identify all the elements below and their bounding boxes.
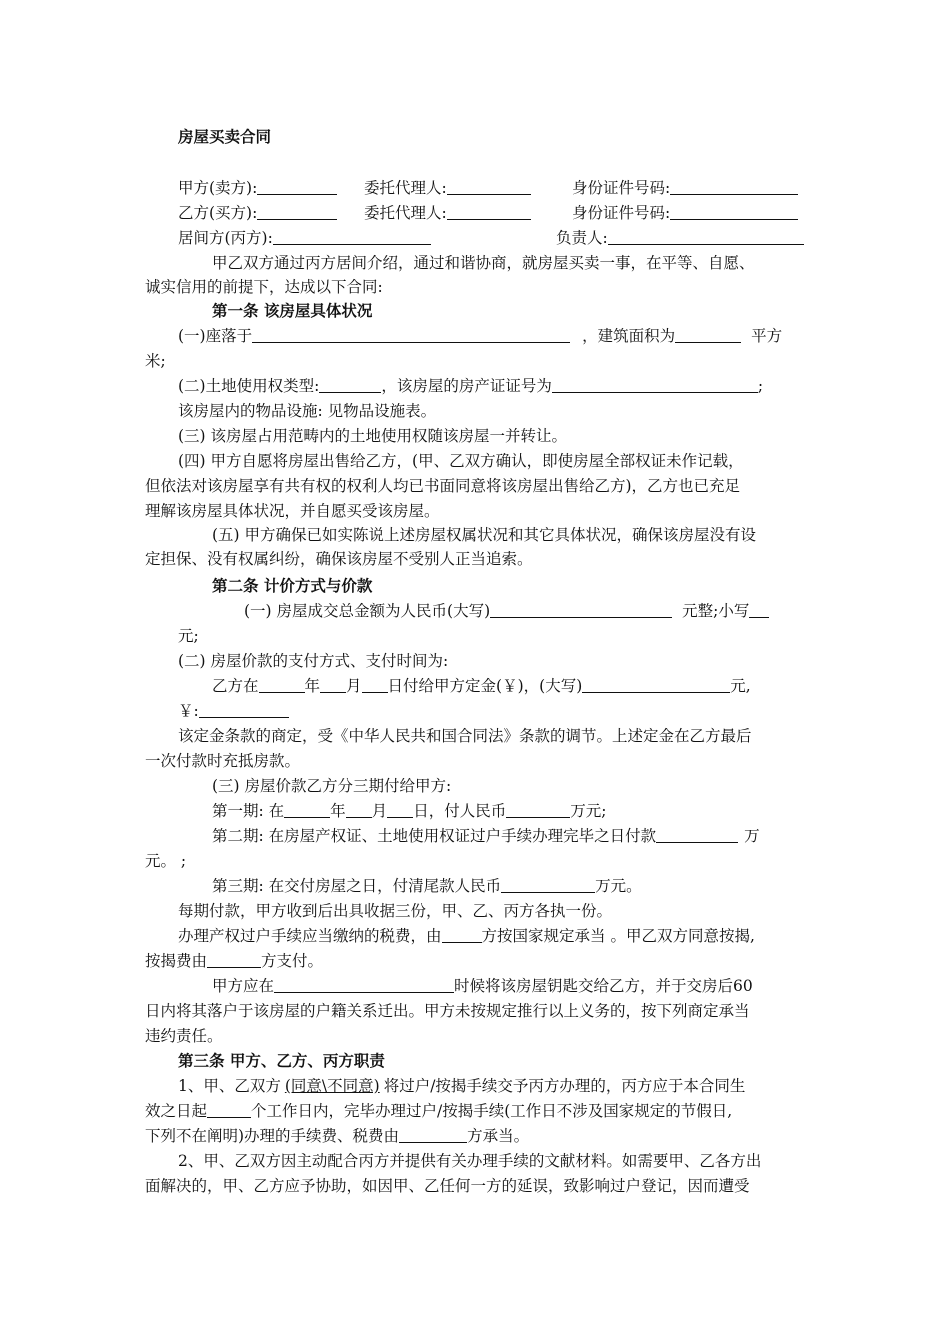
text: 方承当。 bbox=[467, 1127, 530, 1145]
art3-c1-line bbox=[178, 1076, 745, 1096]
art2-stage2 bbox=[212, 826, 760, 846]
land-type-blank[interactable] bbox=[319, 376, 381, 393]
broker-label: 居间方(丙方): bbox=[178, 229, 273, 247]
id2-line bbox=[572, 203, 798, 223]
text: 按揭费由 bbox=[145, 952, 208, 970]
text: 时候将该房屋钥匙交给乙方，并于交房后60 bbox=[454, 977, 753, 995]
text: (一)座落于 bbox=[178, 327, 253, 345]
stage1-month-blank[interactable] bbox=[346, 801, 372, 818]
art2-deposit-line bbox=[212, 676, 751, 696]
buyer-line bbox=[178, 203, 337, 223]
art2-price-line bbox=[244, 601, 769, 621]
art2-key-cont: 日内将其落户于该房屋的户籍关系迁出。甲方未按规定推行以上义务的，按下列商定承当 bbox=[145, 1002, 750, 1020]
broker-line bbox=[178, 228, 431, 248]
text: 1、甲、乙双方 bbox=[178, 1077, 281, 1095]
deposit-figures-blank[interactable] bbox=[199, 701, 289, 718]
area-blank[interactable] bbox=[675, 326, 741, 343]
art2-key-end: 违约责任。 bbox=[145, 1027, 223, 1045]
stage1-day-blank[interactable] bbox=[387, 801, 413, 818]
text: 万元; bbox=[570, 802, 607, 820]
deposit-month-blank[interactable] bbox=[320, 676, 346, 693]
text: (一) 房屋成交总金额为人民币(大写) bbox=[244, 602, 491, 620]
text: 方支付。 bbox=[261, 952, 324, 970]
text: 年 bbox=[304, 677, 321, 695]
deposit-day-blank[interactable] bbox=[362, 676, 388, 693]
workdays-blank[interactable] bbox=[207, 1101, 251, 1118]
deposit-year-blank[interactable] bbox=[259, 676, 305, 693]
text: 效之日起 bbox=[145, 1102, 208, 1120]
id2-blank[interactable] bbox=[670, 203, 798, 220]
stage3-amount-blank[interactable] bbox=[501, 876, 595, 893]
art2-stage1 bbox=[212, 801, 606, 821]
art2-installments-heading: (三) 房屋价款乙方分三期付给甲方: bbox=[212, 777, 452, 795]
agent1-line bbox=[364, 178, 531, 198]
art1-item2-line bbox=[178, 376, 763, 396]
article-2-heading: 第二条 计价方式与价款 bbox=[212, 576, 373, 595]
art1-item4-b: 但依法对该房屋享有共有权的权利人均已书面同意将该房屋出售给乙方)，乙方也已充足 bbox=[145, 477, 741, 495]
mortgage-party-blank[interactable] bbox=[207, 951, 261, 968]
text: 办理产权过户手续应当缴纳的税费，由 bbox=[178, 927, 442, 945]
id1-line bbox=[572, 178, 798, 198]
text: 平方 bbox=[751, 327, 783, 345]
art2-law-a: 该定金条款的商定，受《中华人民共和国合同法》条款的调节。上述定金在乙方最后 bbox=[178, 727, 752, 745]
seller-line bbox=[178, 178, 337, 198]
art1-item5-a: (五) 甲方确保已如实陈说上述房屋权属状况和其它具体状况，确保该房屋没有设 bbox=[212, 526, 757, 544]
text: 方按国家规定承当 。甲乙双方同意按揭, bbox=[481, 927, 755, 945]
agent1-blank[interactable] bbox=[447, 178, 531, 195]
art2-payment-heading: (二) 房屋价款的支付方式、支付时间为: bbox=[178, 652, 449, 670]
stage1-amount-blank[interactable] bbox=[506, 801, 570, 818]
art2-tax-line bbox=[178, 926, 755, 946]
text: 万 bbox=[744, 827, 760, 845]
id1-blank[interactable] bbox=[670, 178, 798, 195]
text: 个工作日内，完毕办理过户/按揭手续(工作日不涉及国家规定的节假日, bbox=[251, 1102, 733, 1120]
text: ; bbox=[757, 377, 764, 395]
text: 下列不在阐明)办理的手续费、税费由 bbox=[145, 1127, 400, 1145]
art2-price-cont: 元; bbox=[178, 627, 199, 645]
text: 甲方应在 bbox=[212, 977, 275, 995]
art3-c1-cont bbox=[145, 1101, 732, 1121]
stage2-amount-blank[interactable] bbox=[656, 826, 738, 843]
text: 万元。 bbox=[595, 877, 642, 895]
buyer-blank[interactable] bbox=[257, 203, 337, 220]
text: 日，付人民币 bbox=[413, 802, 507, 820]
buyer-label: 乙方(买方): bbox=[178, 204, 258, 222]
fee-party-blank[interactable] bbox=[399, 1126, 467, 1143]
broker-rep-label: 负责人: bbox=[556, 229, 608, 247]
intro-line-1: 甲乙双方通过丙方居间介绍，通过和谐协商，就房屋买卖一事，在平等、自愿、 bbox=[212, 254, 755, 272]
text: (二)土地使用权类型: bbox=[178, 377, 320, 395]
text: ，建筑面积为 bbox=[582, 327, 676, 345]
art1-item4-a: (四) 甲方自愿将房屋出售给乙方，(甲、乙双方确认，即使房屋全部权证未作记载， bbox=[178, 452, 744, 470]
text: 月 bbox=[346, 677, 362, 695]
key-handover-blank[interactable] bbox=[274, 976, 454, 993]
art3-c2-a: 2、甲、乙双方因主动配合丙方并提供有关办理手续的文献材料。如需要甲、乙各方出 bbox=[178, 1152, 762, 1170]
intro-line-2: 诚实信用的前提下，达成以下合同: bbox=[145, 278, 383, 296]
agent1-label: 委托代理人: bbox=[364, 179, 447, 197]
price-figures-blank[interactable] bbox=[749, 601, 769, 618]
art2-mortgage-line bbox=[145, 951, 323, 971]
id1-label: 身份证件号码: bbox=[572, 179, 671, 197]
cert-no-blank[interactable] bbox=[552, 376, 758, 393]
broker-rep-line bbox=[556, 228, 804, 248]
location-blank[interactable] bbox=[252, 326, 570, 343]
text: 乙方在 bbox=[212, 677, 259, 695]
deposit-words-blank[interactable] bbox=[582, 676, 730, 693]
art1-item1-cont: 米; bbox=[145, 352, 166, 370]
art2-law-b: 一次付款时充抵房款。 bbox=[145, 752, 301, 770]
text: ，该房屋的房产证证号为 bbox=[381, 377, 552, 395]
art2-stage3 bbox=[212, 876, 642, 896]
art2-key-line bbox=[212, 976, 753, 996]
art3-c2-b: 面解决的，甲、乙方应予协助，如因甲、乙任何一方的延误，致影响过户登记，因而遭受 bbox=[145, 1177, 750, 1195]
art1-item2-cont: 该房屋内的物品设施: 见物品设施表。 bbox=[178, 402, 437, 420]
agent2-blank[interactable] bbox=[447, 203, 531, 220]
text: ￥: bbox=[178, 702, 199, 720]
broker-rep-blank[interactable] bbox=[608, 228, 804, 245]
text: 年 bbox=[330, 802, 346, 820]
tax-party-blank[interactable] bbox=[442, 926, 482, 943]
article-3-heading: 第三条 甲方、乙方、丙方职责 bbox=[178, 1051, 385, 1070]
text: 第二期: 在房屋产权证、土地使用权证过户手续办理完毕之日付款 bbox=[212, 827, 657, 845]
text: 元, bbox=[730, 677, 751, 695]
broker-blank[interactable] bbox=[273, 228, 431, 245]
article-1-heading: 第一条 该房屋具体状况 bbox=[212, 301, 373, 320]
seller-blank[interactable] bbox=[257, 178, 337, 195]
text: 日付给甲方定金(￥)，(大写) bbox=[387, 677, 583, 695]
agree-option[interactable]: (同意\不同意) bbox=[284, 1077, 380, 1095]
art2-deposit-yen bbox=[178, 701, 289, 721]
agent2-label: 委托代理人: bbox=[364, 204, 447, 222]
art1-item1-line bbox=[178, 326, 782, 346]
text: 将过户/按揭手续交予丙方办理的，丙方应于本合同生 bbox=[383, 1077, 746, 1095]
art3-c1-end bbox=[145, 1126, 529, 1146]
document-title: 房屋买卖合同 bbox=[178, 127, 272, 146]
art1-item4-c: 理解该房屋具体状况，并自愿买受该房屋。 bbox=[145, 502, 440, 520]
art2-stage2-cont: 元。 ; bbox=[145, 852, 187, 870]
seller-label: 甲方(卖方): bbox=[178, 179, 258, 197]
id2-label: 身份证件号码: bbox=[572, 204, 671, 222]
price-words-blank[interactable] bbox=[490, 601, 672, 618]
text: 月 bbox=[371, 802, 388, 820]
art1-item3: (三) 该房屋占用范畴内的土地使用权随该房屋一并转让。 bbox=[178, 427, 568, 445]
art1-item5-b: 定担保、没有权属纠纷，确保该房屋不受别人正当追索。 bbox=[145, 550, 533, 568]
agent2-line bbox=[364, 203, 531, 223]
text: 元整;小写 bbox=[682, 602, 750, 620]
art2-receipts: 每期付款，甲方收到后出具收据三份，甲、乙、丙方各执一份。 bbox=[178, 902, 613, 920]
stage1-year-blank[interactable] bbox=[284, 801, 330, 818]
text: 第三期: 在交付房屋之日，付清尾款人民币 bbox=[212, 877, 502, 895]
text: 第一期: 在 bbox=[212, 802, 285, 820]
